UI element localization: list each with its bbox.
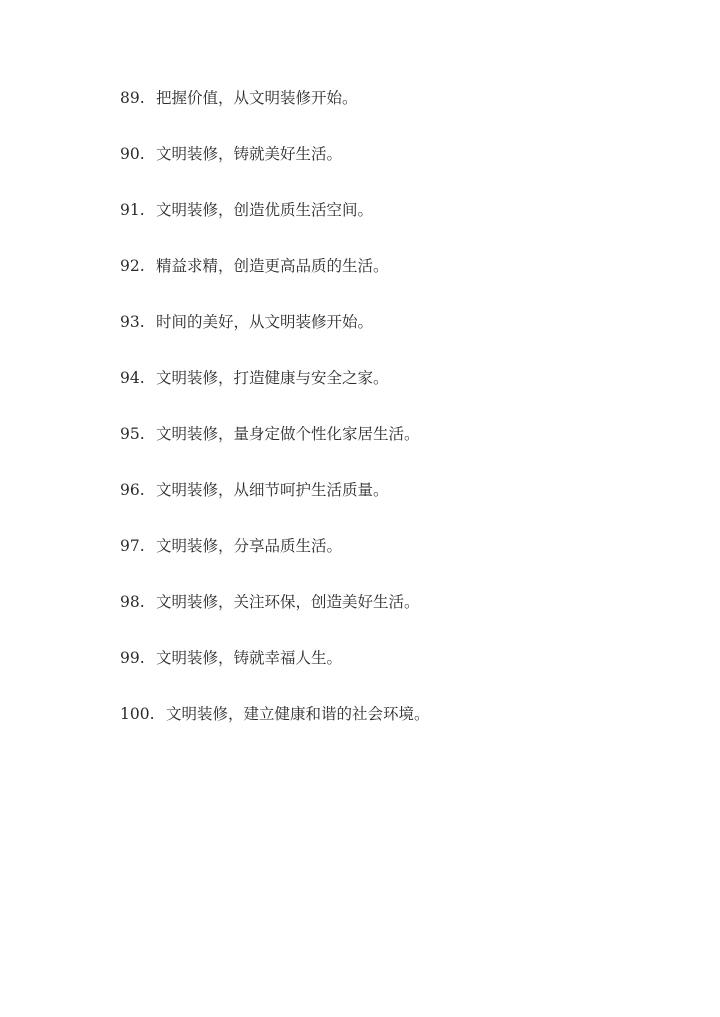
item-number: 95. (120, 425, 145, 443)
item-text: 文明装修，从细节呵护生活质量。 (156, 481, 389, 499)
item-number: 89. (120, 89, 145, 107)
item-text: 文明装修，创造优质生活空间。 (156, 201, 374, 219)
item-text: 时间的美好，从文明装修开始。 (156, 313, 374, 331)
list-item (120, 366, 430, 422)
item-text: 把握价值，从文明装修开始。 (156, 89, 358, 107)
item-text: 文明装修，量身定做个性化家居生活。 (156, 425, 420, 443)
item-text: 文明装修，建立健康和谐的社会环境。 (166, 705, 430, 723)
item-number: 91. (120, 201, 145, 219)
item-number: 90. (120, 145, 145, 163)
item-number: 96. (120, 481, 145, 499)
list-item (120, 478, 430, 534)
slogan-list (120, 86, 430, 758)
list-item (120, 590, 430, 646)
item-text: 精益求精，创造更高品质的生活。 (156, 257, 389, 275)
list-item (120, 422, 430, 478)
list-item (120, 310, 430, 366)
item-number: 97. (120, 537, 145, 555)
list-item (120, 646, 430, 702)
item-number: 99. (120, 649, 145, 667)
item-number: 92. (120, 257, 145, 275)
item-number: 100. (120, 705, 155, 723)
item-text: 文明装修，铸就美好生活。 (156, 145, 343, 163)
list-item (120, 254, 430, 310)
item-number: 98. (120, 593, 145, 611)
item-number: 94. (120, 369, 145, 387)
list-item (120, 142, 430, 198)
item-number: 93. (120, 313, 145, 331)
item-text: 文明装修，分享品质生活。 (156, 537, 343, 555)
list-item (120, 702, 430, 758)
item-text: 文明装修，打造健康与安全之家。 (156, 369, 389, 387)
list-item (120, 198, 430, 254)
item-text: 文明装修，关注环保，创造美好生活。 (156, 593, 420, 611)
item-text: 文明装修，铸就幸福人生。 (156, 649, 343, 667)
list-item (120, 86, 430, 142)
list-item (120, 534, 430, 590)
